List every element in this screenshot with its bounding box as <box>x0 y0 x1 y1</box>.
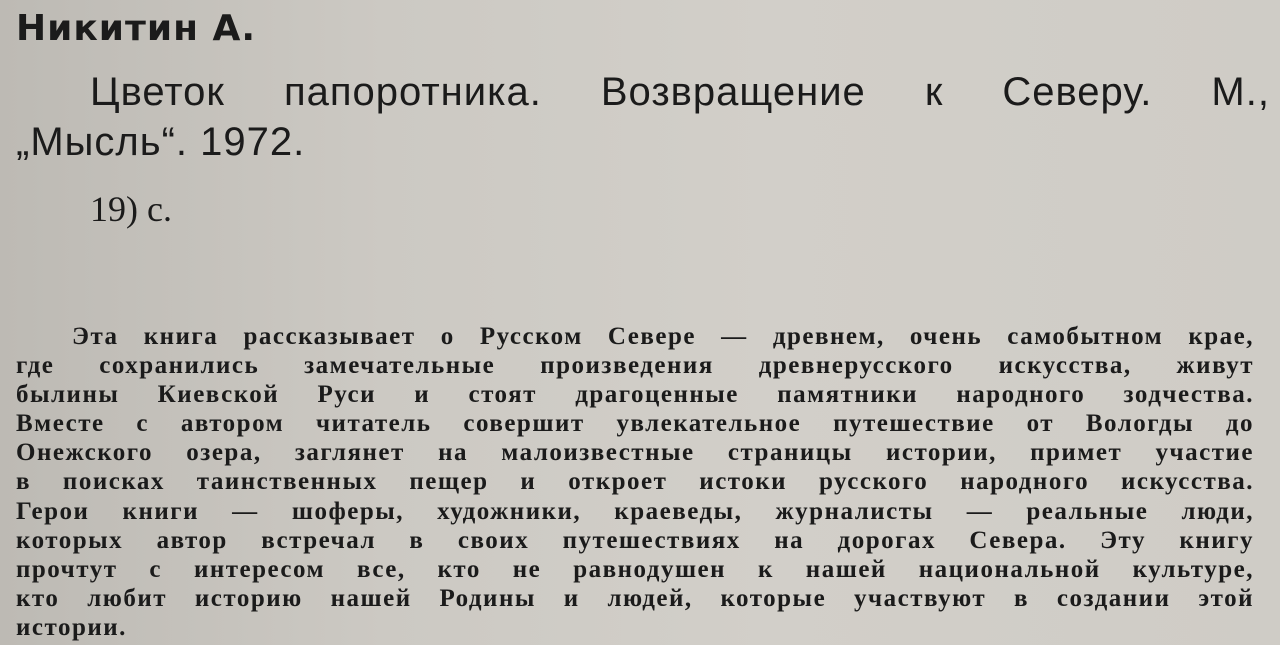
annotation-line: истории. <box>16 613 127 641</box>
title-word: папоротника. <box>283 70 542 114</box>
annotation-line: в поисках таинственных пещер и откроет истоки русского народного искусства. <box>16 468 1254 496</box>
title-word: к <box>924 70 944 114</box>
annotation-line: которых автор встречал в своих путешествиях на дорогах Севера. Эту книгу <box>16 526 1254 554</box>
annotation-line: былины Киевской Руси и стоят драгоценные памятники народного зодчества. <box>16 381 1254 409</box>
annotation-line: кто любит историю нашей Родины и людей, которые участвуют в создании этой <box>16 584 1254 612</box>
annotation-line: прочтут с интересом все, кто не равнодушен к нашей национальной культуре, <box>16 555 1254 583</box>
annotation-line: Эта книга рассказывает о Русском Севере — древнем, очень самобытном крае, <box>72 323 1254 350</box>
publication-place: М., <box>1211 70 1270 114</box>
annotation-line: Онежского озера, заглянет на малоизвестные страницы истории, примет участие <box>16 439 1254 467</box>
title-line-1 <box>90 70 1270 115</box>
title-word: Северу. <box>1002 70 1153 114</box>
page-count: 19) с. <box>90 189 172 229</box>
title-word: Цветок <box>90 70 225 114</box>
annotation-line: Вместе с автором читатель совершит увлекательное путешествие от Вологды до <box>16 410 1254 438</box>
annotation-line: Герои книги — шоферы, художники, краеведы, журналисты — реальные люди, <box>16 497 1254 525</box>
author-name: Никитин А. <box>16 8 257 49</box>
publisher-year-line: „Мысль“. 1972. <box>16 120 306 164</box>
title-word: Возвращение <box>600 70 866 114</box>
annotation-paragraph <box>16 322 1254 642</box>
annotation-line: где сохранились замечательные произведения древнерусского искусства, живут <box>16 352 1254 380</box>
